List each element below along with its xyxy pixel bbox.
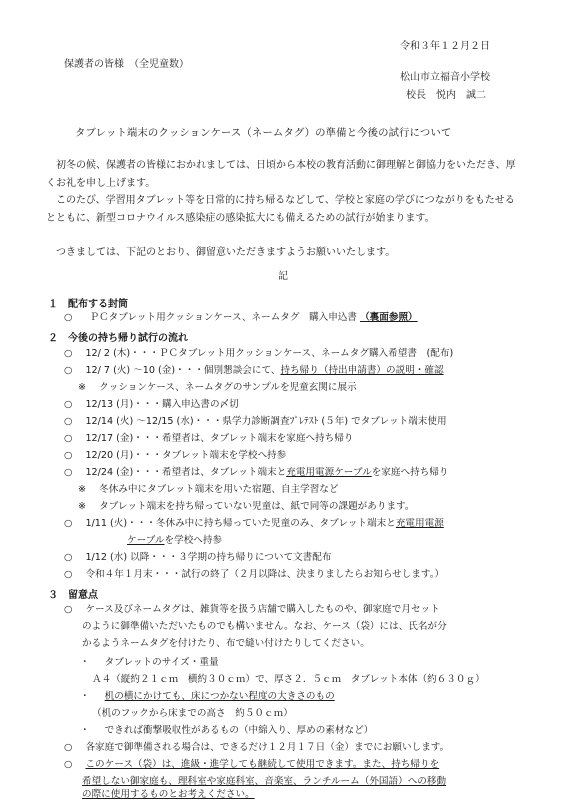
section-1-item: [64, 311, 418, 324]
line-mark: ・: [80, 657, 90, 668]
schedule-row: [64, 551, 331, 564]
schedule-row: [64, 398, 239, 411]
note-line: のように御準備いただいたものでも構いません。なお、ケース（袋）には、氏名が分: [82, 621, 447, 632]
note-line: [64, 741, 449, 754]
line-text: できれば衝撃吸収性があるもの（中綿入り、厚めの素材など）: [104, 725, 374, 736]
schedule-row: [64, 364, 444, 377]
row-mark: ○: [64, 569, 73, 580]
row-underlined: 充電用電源ケーブル: [286, 467, 372, 478]
row-mark: ○: [64, 365, 73, 376]
schedule-row: [64, 568, 444, 581]
line-mark: ・: [80, 691, 90, 702]
row-underlined: ケーブル: [127, 535, 165, 546]
row-mark: ※: [78, 382, 87, 393]
item-mark: ○: [64, 312, 73, 323]
schedule-row: [64, 517, 444, 530]
note-line: Ａ４（縦約２１ｃｍ 横約３０ｃｍ）で、厚さ２．５ｃｍ タブレット本体（約６３０ｇ）: [92, 674, 485, 685]
schedule-row: [64, 415, 447, 428]
line-mark: ○: [64, 759, 73, 770]
row-underlined: 充電用電源: [395, 518, 444, 529]
addressee: 保護者の皆様 （全児童数）: [64, 59, 189, 70]
row-text: 冬休み中にタブレット端末を用いた宿題、自主学習など: [99, 484, 339, 495]
row-mark: ○: [64, 433, 73, 444]
line-text: 机の横にかけても、床につかない程度の大きさのもの: [104, 691, 335, 702]
note-line: の際に使用するものとお考えください。: [82, 789, 255, 800]
intro-paragraph-2: このたび、学習用タブレット等を日常的に持ち帰るなどして、学校と家庭の学びにつながりをもたせるとともに、新型コロナウイルス感染症の感染拡大にも備えるための試行が始まります。: [46, 195, 515, 224]
row-text: 12/14 (火) ～12/15 (水)・・・県学力診断調査ﾌﾟﾚﾃｽﾄ (５年) でタブレット端末使用: [85, 416, 447, 427]
schedule-row-continued: [127, 534, 222, 547]
row-mark: ※: [78, 501, 87, 512]
principal-name: 校長 悦内 誠二: [406, 90, 486, 101]
ki-marker: 記: [278, 271, 288, 282]
row-text: 令和４年１月末・・・試行の終了（２月以降は、決まりましたらお知らせします。）: [85, 569, 445, 580]
row-text-after: を学校へ持参: [164, 535, 223, 546]
note-line: [64, 758, 439, 771]
row-mark: ○: [64, 348, 73, 359]
row-underlined: 持ち帰り（持出申請書）の説明・確認: [280, 365, 444, 376]
school-name: 松山市立福音小学校: [400, 72, 490, 83]
item-text: ＰＣタブレット用クッションケース、ネームタグ 購入申込書: [89, 312, 358, 323]
row-mark: ○: [64, 518, 73, 529]
row-text: タブレット端末を持ち帰っていない児童は、紙で同等の課題があります。: [99, 501, 415, 512]
row-mark: ○: [64, 552, 73, 563]
schedule-row: [64, 449, 286, 462]
row-text: クッションケース、ネームタグのサンプルを児童玄関に展示: [99, 382, 357, 393]
item-reference: （裏面参照）: [360, 312, 418, 323]
section-3-heading: ３ 留意点: [48, 590, 98, 601]
line-text: 各家庭で御準備される場合は、できるだけ１２月１７日（金）までにお願いします。: [85, 742, 450, 753]
note-line: かるようネームタグを付けたり、布で縫い付けたりしてください。: [82, 638, 370, 649]
row-text: 12/ 2 (木)・・・ＰＣタブレット用クッションケース、ネームタグ購入希望書 (配布): [85, 348, 454, 359]
row-text: 12/17 (金)・・・希望者は、タブレット端末を家庭へ持ち帰り: [85, 433, 354, 444]
line-mark: ○: [64, 742, 73, 753]
row-mark: ○: [64, 467, 73, 478]
schedule-note: [78, 500, 414, 513]
intro-paragraph-3: つきましては、下記のとおり、御留意いただきますようお願いいたします。: [56, 247, 396, 258]
schedule-note: [78, 483, 338, 496]
line-mark: ○: [64, 604, 73, 615]
schedule-row: [64, 347, 453, 360]
note-bullet: [80, 690, 335, 703]
document-title: タブレット端末のクッションケース（ネームタグ）の準備と今後の試行について: [75, 127, 452, 139]
line-mark: ・: [80, 725, 90, 736]
schedule-row: [64, 432, 353, 445]
row-mark: ○: [64, 416, 73, 427]
row-text: 12/20 (月)・・・タブレット端末を学校へ持参: [85, 450, 287, 461]
line-text: このケース（袋）は、進級・進学しても継続して使用できます。また、持ち帰りを: [85, 759, 440, 770]
row-mark: ※: [78, 484, 87, 495]
intro-paragraph-1: 初冬の候、保護者の皆様におかれましては、日頃から本校の教育活動に御理解と御協力をいただき、厚くお礼を申し上げます。: [46, 160, 516, 189]
row-mark: ○: [64, 450, 73, 461]
date: 令和３年１２月２日: [400, 41, 490, 52]
row-text: 12/13 (月)・・・購入申込書の〆切: [85, 399, 239, 410]
note-bullet: [80, 724, 373, 737]
schedule-row: [64, 466, 448, 479]
line-text: ケース及びネームタグは、雑貨等を扱う店舗で購入したものや、御家庭で月セット: [85, 604, 440, 615]
row-text-after: を家庭へ持ち帰り: [371, 467, 449, 478]
row-text: 1/11 (火)・・・冬休み中に持ち帰っていた児童のみ、タブレット端末と: [85, 518, 396, 529]
note-bullet: [80, 656, 219, 669]
line-text: タブレットのサイズ・重量: [104, 657, 219, 668]
note-line: [64, 603, 440, 616]
schedule-note: [78, 381, 357, 394]
note-line: 希望しない御家庭も、理科室や家庭科室、音楽室、ランチルーム（外国語）への移動: [82, 776, 447, 787]
row-text: 12/24 (金)・・・希望者は、タブレット端末と: [85, 467, 287, 478]
note-line: （机のフックから床までの高さ 約５０ｃｍ）: [92, 708, 293, 719]
section-1-heading: １ 配布する封筒: [48, 299, 128, 310]
section-2-heading: ２ 今後の持ち帰り試行の流れ: [48, 333, 188, 344]
row-text: 1/12 (水) 以降・・・３学期の持ち帰りについて文書配布: [85, 552, 332, 563]
row-text: 12/ 7 (火) ～10 (金)・・・個別懇談会にて、: [85, 365, 281, 376]
row-mark: ○: [64, 399, 73, 410]
